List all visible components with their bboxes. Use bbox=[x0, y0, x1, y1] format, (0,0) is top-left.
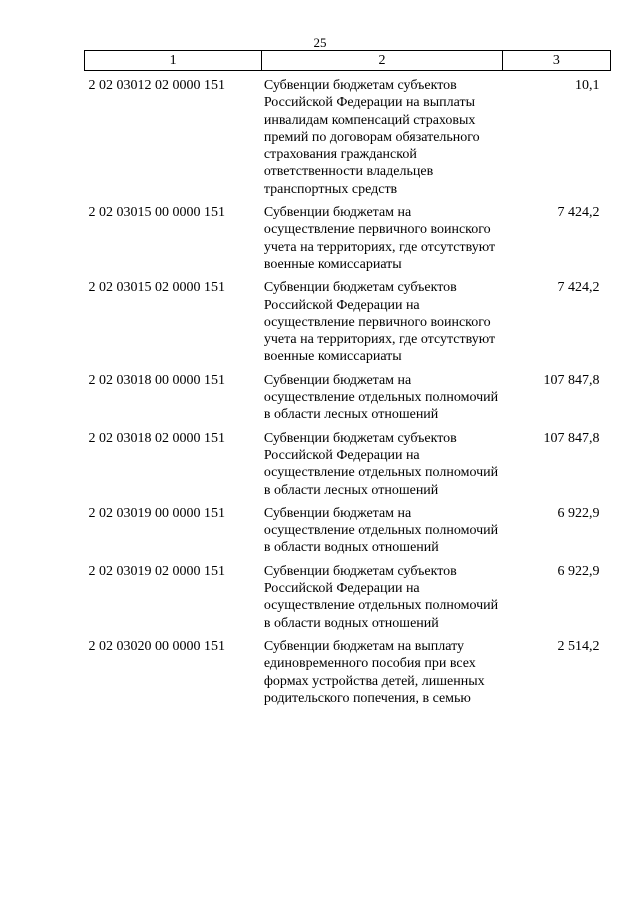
table-row bbox=[85, 424, 611, 499]
row-code: 2 02 03018 02 0000 151 bbox=[88, 430, 225, 446]
row-code: 2 02 03019 00 0000 151 bbox=[88, 505, 225, 521]
row-name: Субвенции бюджетам субъектов Российской Федерации на осуществление отдельных полномочий в области лесных отношений bbox=[263, 430, 499, 498]
row-amount: 2 514,2 bbox=[557, 638, 600, 654]
row-name: Субвенции бюджетам субъектов Российской Федерации на осуществление отдельных полномочий в области водных отношений bbox=[263, 563, 499, 631]
row-code: 2 02 03015 02 0000 151 bbox=[88, 280, 225, 296]
row-amount: 6 922,9 bbox=[557, 563, 600, 579]
row-amount: 10,1 bbox=[575, 78, 600, 93]
row-name: Субвенции бюджетам на выплату единовременного пособия при всех формах устройства детей, лишенных родительского попечения, в семью bbox=[263, 638, 485, 706]
header-column-code: 1 bbox=[85, 51, 262, 71]
table-row bbox=[85, 273, 611, 365]
row-code: 2 02 03015 00 0000 151 bbox=[88, 205, 225, 221]
row-amount: 7 424,2 bbox=[557, 205, 600, 221]
row-code: 2 02 03012 02 0000 151 bbox=[88, 78, 225, 93]
row-amount: 7 424,2 bbox=[557, 280, 600, 296]
row-amount: 107 847,8 bbox=[543, 430, 600, 446]
page-number: 25 bbox=[313, 35, 327, 50]
row-amount: 107 847,8 bbox=[543, 372, 600, 388]
header-column-amount: 3 bbox=[502, 51, 610, 71]
row-code: 2 02 03019 02 0000 151 bbox=[88, 563, 225, 579]
table-row bbox=[85, 198, 611, 273]
row-name: Субвенции бюджетам на осуществление отдельных полномочий в области водных отношений bbox=[263, 505, 499, 556]
table-row bbox=[85, 557, 611, 632]
table-row bbox=[85, 499, 611, 557]
row-amount: 6 922,9 bbox=[557, 505, 600, 521]
table-header-row bbox=[85, 51, 611, 71]
row-name: Субвенции бюджетам на осуществление первичного воинского учета на территориях, где отсутствуют военные комиссариаты bbox=[263, 205, 496, 272]
row-code: 2 02 03018 00 0000 151 bbox=[88, 372, 225, 388]
table-row bbox=[85, 632, 611, 707]
row-name: Субвенции бюджетам субъектов Российской Федерации на выплаты инвалидам компенсаций страховых премий по договорам обязательного страхования гражданской ответственности владельцев транспортных средств bbox=[263, 78, 480, 197]
header-column-name: 2 bbox=[262, 51, 502, 71]
budget-table bbox=[84, 50, 611, 707]
table-row bbox=[85, 366, 611, 424]
table-row bbox=[85, 71, 611, 199]
row-name: Субвенции бюджетам субъектов Российской Федерации на осуществление первичного воинского учета на территориях, где отсутствуют военные комиссариаты bbox=[263, 280, 496, 365]
row-name: Субвенции бюджетам на осуществление отдельных полномочий в области лесных отношений bbox=[263, 372, 499, 423]
row-code: 2 02 03020 00 0000 151 bbox=[88, 638, 225, 654]
